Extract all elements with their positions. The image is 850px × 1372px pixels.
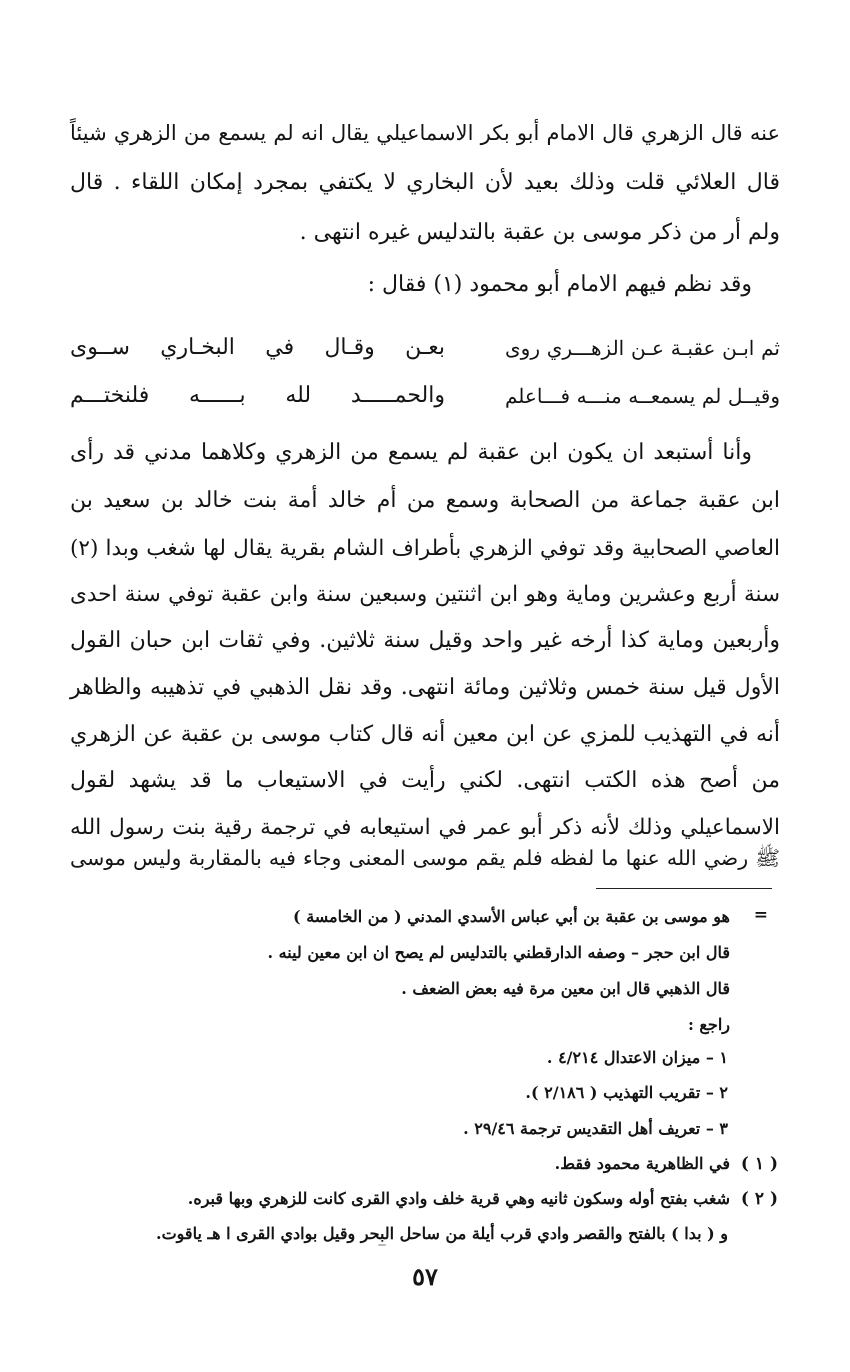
footnote-line: قال ابن حجر – وصفه الدارقطني بالتدليس لم يصح ان ابن معين لينه . — [267, 943, 730, 962]
body-line: قال العلائي قلت وذلك بعيد لأن البخاري لا يكتفي بمجرد إمكان اللقاء . قال — [70, 170, 780, 195]
verse-first-hemistich: وقيــل لم يسمعــه منـــه فـــاعلم — [505, 384, 780, 408]
footnote-text-continuation: و ( بدا ) بالفتح والقصر وادي قرب أيلة من ساحل البحر وقيل بوادي القرى ا هـ ياقوت. — [156, 1224, 728, 1243]
footnote-text: في الظاهرية محمود فقط. — [554, 1154, 730, 1173]
footnote-number: ( ٢ ) — [740, 1189, 778, 1209]
verse-row — [70, 333, 780, 369]
verse-second-hemistich: والحمـــــد لله بــــــه فلنختـــم — [70, 383, 445, 408]
footnote-reference-item: ١ – ميزان الاعتدال ٤/٢١٤ . — [546, 1048, 728, 1067]
body-line: سنة أربع وعشرين وماية وهو ابن اثنتين وسبعين سنة وابن عقبة توفي سنة احدى — [70, 582, 780, 607]
body-line: وأربعين وماية كذا أرخه غير واحد وقيل سنة ثلاثين. وفي ثقات ابن حبان القول — [70, 628, 780, 653]
footnote-line: راجع : — [687, 1015, 730, 1034]
body-line: ابن عقبة جماعة من الصحابة وسمع من أم خالد أمة بنت خالد بن سعيد بن — [70, 488, 780, 513]
verse-row — [70, 381, 780, 417]
footnote-number: ( ١ ) — [740, 1154, 778, 1174]
verse-first-hemistich: ثم ابـن عقبـة عـن الزهـــري روى — [505, 336, 780, 360]
footnote-reference-item: ٢ – تقريب التهذيب ( ٢/١٨٦ ). — [525, 1083, 728, 1102]
body-line: وقد نظم فيهم الامام أبو محمود (١) فقال : — [367, 272, 752, 297]
body-line: العاصي الصحابية وقد توفي الزهري بأطراف الشام بقرية يقال لها شغب وبدا (٢) — [70, 536, 780, 561]
scan-speck — [378, 1244, 386, 1246]
footnote-line: هو موسى بن عقبة بن أبي عباس الأسدي المدني ( من الخامسة ) — [293, 907, 730, 926]
footnote-separator — [596, 888, 772, 889]
page-number: ٥٧ — [412, 1262, 438, 1291]
footnote-continuation-marker: = — [753, 905, 768, 925]
body-line: ﷺ رضي الله عنها ما لفظه فلم يقم موسى المعنى وجاء فيه بالمقاربة وليس موسى — [70, 846, 780, 870]
footnote-line: قال الذهبي قال ابن معين مرة فيه بعض الضعف . — [401, 979, 730, 998]
body-line: ولم أر من ذكر موسى بن عقبة بالتدليس غيره انتهى . — [299, 220, 780, 245]
verse-second-hemistich: بعـن وقـال في البخـاري ســوى — [70, 335, 445, 360]
body-line: الأول قيل سنة خمس وثلاثين ومائة انتهى. وقد نقل الذهبي في تذهيبه والظاهر — [70, 675, 780, 700]
footnote-text: شغب بفتح أوله وسكون ثانيه وهي قرية خلف وادي القرى كانت للزهري وبها قبره. — [187, 1189, 730, 1208]
body-line: أنه في التهذيب للمزي عن ابن معين أنه قال كتاب موسى بن عقبة عن الزهري — [70, 722, 780, 747]
body-line: من أصح هذه الكتب انتهى. لكني رأيت في الاستيعاب ما قد يشهد لقول — [70, 768, 780, 793]
footnote-reference-item: ٣ – تعريف أهل التقديس ترجمة ٢٩/٤٦ . — [463, 1119, 728, 1138]
body-line: الاسماعيلي وذلك لأنه ذكر أبو عمر في استيعابه في ترجمة رقية بنت رسول الله — [70, 815, 780, 840]
body-line: وأنا أستبعد ان يكون ابن عقبة لم يسمع من الزهري وكلاهما مدني قد رأى — [70, 440, 752, 465]
body-line: عنه قال الزهري قال الامام أبو بكر الاسماعيلي يقال انه لم يسمع من الزهري شيئاً — [70, 121, 780, 145]
